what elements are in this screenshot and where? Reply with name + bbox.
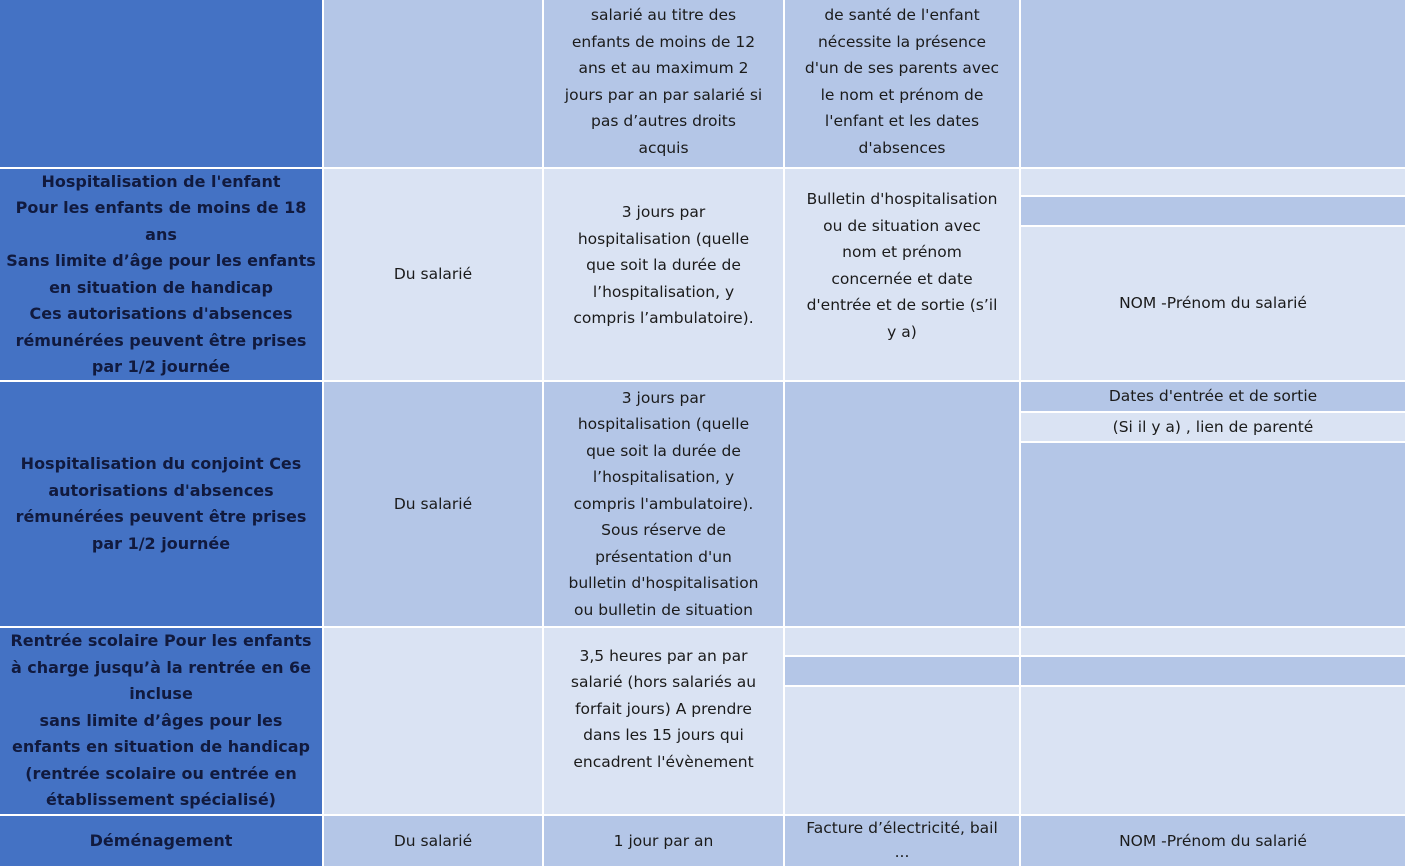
justificatif-text: de santé de l'enfant nécessite la présence d'un de ses parents avec le nom et prénom de l'enfant et les dates d'absences bbox=[804, 6, 1000, 157]
row-label: Hospitalisation du conjoint Ces autorisations d'absences rémunérées peuvent être prises par 1/2 journée bbox=[15, 454, 307, 553]
cell-infos-sub bbox=[1021, 413, 1405, 441]
cell-initiative bbox=[324, 628, 542, 814]
cell-justificatif-main bbox=[785, 687, 1019, 814]
infos-text: Dates d'entrée et de sortie bbox=[1108, 387, 1318, 406]
cell-justificatif-sub bbox=[785, 657, 1019, 685]
duree-text: 1 jour par an bbox=[613, 831, 714, 850]
cell-infos-sub bbox=[1021, 169, 1405, 195]
cell-justificatif bbox=[785, 169, 1019, 380]
cell-duree bbox=[544, 169, 783, 380]
infos-text: (Si il y a) , lien de parenté bbox=[1112, 417, 1314, 436]
cell-infos-main bbox=[1021, 687, 1405, 814]
cell-infos-sub bbox=[1021, 657, 1405, 685]
cell-infos-main bbox=[1021, 227, 1405, 380]
cell-justificatif-sub bbox=[785, 628, 1019, 655]
duree-text: 3,5 heures par an par salarié (hors salariés au forfait jours) A prendre dans les 15 jours qui encadrent l'évènement bbox=[570, 646, 757, 771]
cell-initiative bbox=[324, 382, 542, 626]
row-label: Rentrée scolaire Pour les enfants à charge jusqu’à la rentrée en 6e incluse sans limite d’âges pour les enfants en situation de handicap (rentrée scolaire ou entrée en établissement spécialisé) bbox=[10, 631, 312, 810]
initiative-text: Du salarié bbox=[393, 265, 473, 284]
cell-initiative bbox=[324, 816, 542, 866]
justificatif-text: Bulletin d'hospitalisation ou de situation avec nom et prénom concernée et date d'entrée et de sortie (s’il y a) bbox=[806, 190, 998, 341]
cell-infos-sub bbox=[1021, 197, 1405, 225]
cell-duree bbox=[544, 0, 783, 167]
row-label-cell bbox=[0, 628, 322, 814]
cell-infos-sub bbox=[1021, 382, 1405, 411]
cell-infos bbox=[1021, 816, 1405, 866]
row-label-cell bbox=[0, 382, 322, 626]
cell-duree bbox=[544, 816, 783, 866]
duree-text: 3 jours par hospitalisation (quelle que soit la durée de l’hospitalisation, y compris l'ambulatoire). Sous réserve de présentation d'un bulletin d'hospitalisation ou bulletin de situation bbox=[568, 388, 759, 619]
cell-justificatif bbox=[785, 382, 1019, 626]
duree-text: 3 jours par hospitalisation (quelle que soit la durée de l’hospitalisation, y compris l’ambulatoire). bbox=[573, 203, 754, 328]
cell-initiative bbox=[324, 0, 542, 167]
row-label: Hospitalisation de l'enfant Pour les enfants de moins de 18 ans Sans limite d’âge pour les enfants en situation de handicap Ces autorisations d'absences rémunérées peuvent être prises par 1/2 journée bbox=[6, 171, 316, 376]
row-label-cell bbox=[0, 816, 322, 866]
cell-duree bbox=[544, 382, 783, 626]
cell-justificatif bbox=[785, 816, 1019, 866]
cell-initiative bbox=[324, 169, 542, 380]
initiative-text: Du salarié bbox=[393, 831, 473, 850]
row-label-cell bbox=[0, 169, 322, 380]
cell-infos bbox=[1021, 0, 1405, 167]
cell-infos-sub bbox=[1021, 628, 1405, 655]
cell-justificatif bbox=[785, 0, 1019, 167]
infos-text: NOM -Prénom du salarié bbox=[1119, 294, 1307, 313]
cell-duree bbox=[544, 628, 783, 814]
justificatif-text: Facture d’électricité, bail ... bbox=[806, 819, 998, 861]
duree-text: salarié au titre des enfants de moins de 12 ans et au maximum 2 jours par an par salarié si pas d’autres droits acquis bbox=[564, 6, 763, 157]
infos-text: NOM -Prénom du salarié bbox=[1119, 831, 1307, 850]
table-row bbox=[0, 0, 322, 167]
initiative-text: Du salarié bbox=[393, 494, 473, 513]
row-label: Déménagement bbox=[89, 830, 233, 850]
cell-infos-main bbox=[1021, 443, 1405, 626]
